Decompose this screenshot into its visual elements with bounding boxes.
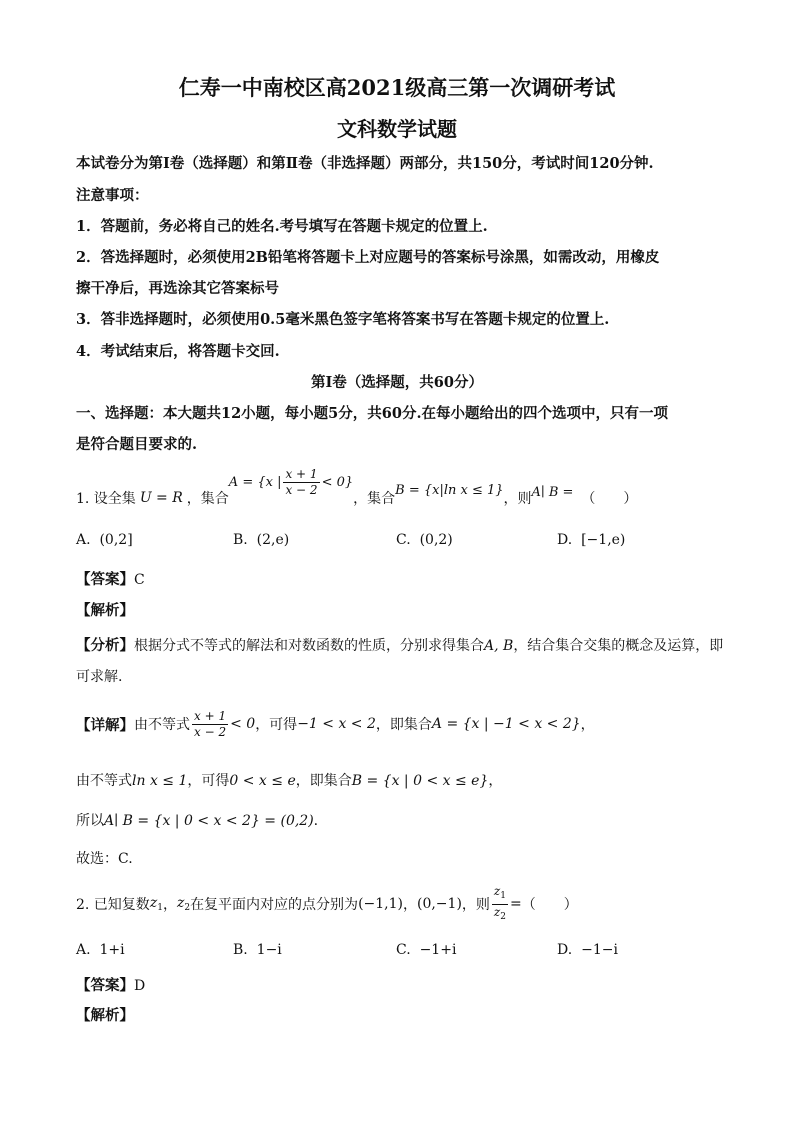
option-label: D.: [557, 942, 573, 958]
note-3: 3．答非选择题时，必须使用0.5毫米黑色签字笔将答案书写在答题卡规定的位置上.: [76, 311, 610, 328]
detail-math: −1 < x < 2: [297, 716, 376, 732]
question-2: [76, 884, 578, 924]
detail-fraction-den: x − 2: [194, 724, 227, 739]
q2-fraction: [492, 884, 508, 925]
question-1: [76, 468, 637, 528]
note-2: 2．答选择题时，必须使用2B铅笔将答题卡上对应题号的答案标号涂黑，如需改动，用橡皮: [76, 249, 660, 266]
q2-eq: =: [509, 896, 522, 912]
q1-conclusion: 故选：C.: [76, 851, 133, 867]
detail-text: 由不等式: [134, 717, 190, 733]
exam-subtitle: 文科数学试题: [337, 117, 457, 141]
q2-z2-var: z: [176, 895, 185, 911]
part-1-line-1: 一、选择题：本大题共12小题，每小题5分，共60分.在每小题给出的四个选项中，只有一项: [76, 405, 668, 422]
option-label: B.: [233, 942, 248, 958]
detail-math: A∣ B = {x | 0 < x < 2} = (0,2): [104, 813, 314, 829]
detail-math: < 0: [230, 716, 256, 732]
option-value: (0,2]: [99, 532, 133, 548]
q2-analysis-tag: 【解析】: [76, 1007, 134, 1024]
detail-math: A = {x | −1 < x < 2}: [431, 716, 581, 732]
q1-set-a-den: x − 2: [285, 482, 318, 497]
q1-set-a-post: < 0}: [321, 474, 354, 490]
q2-option-c: [396, 942, 456, 958]
q2-den-sub: 2: [500, 911, 506, 922]
q1-universe: U = R: [139, 490, 183, 506]
detail-text: 由不等式: [76, 773, 132, 789]
q1-mid1: ，集合: [186, 491, 229, 507]
q2-z1-var: z: [149, 895, 158, 911]
option-label: A.: [76, 532, 91, 548]
q1-set-a-pre: A = {x |: [228, 474, 282, 490]
q1-set-a: [229, 467, 353, 498]
q1-mid3: ，则: [503, 491, 532, 507]
q1-detail-line-2: [76, 770, 502, 790]
q2-paren: （ ）: [521, 897, 578, 913]
q2-option-b: [233, 942, 282, 958]
q1-paren: （ ）: [581, 491, 638, 507]
q2-answer: [76, 974, 145, 995]
q1-set-a-fraction: [283, 467, 319, 498]
detail-text: 所以: [76, 813, 104, 829]
detail-text: ，即集合: [295, 773, 352, 789]
q2-option-a: [76, 942, 125, 958]
option-label: A.: [76, 942, 91, 958]
option-value: 1+i: [99, 942, 125, 958]
q1-answer: [76, 568, 145, 589]
q1-ask: A∣ B =: [531, 484, 574, 500]
detail-text: ，可得: [255, 717, 298, 733]
q1-analysis-tag: 【解析】: [76, 602, 134, 619]
answer-value: C: [134, 572, 145, 588]
option-label: C.: [396, 942, 411, 958]
detail-fraction: [192, 709, 228, 740]
q2-sep: ，: [162, 897, 177, 913]
fenxi-text-b: ，结合集合交集的概念及运算，即: [513, 638, 724, 654]
detail-text: .: [313, 813, 319, 829]
option-value: (0,2): [419, 532, 453, 548]
option-value: [−1,e): [581, 532, 626, 548]
section-1-title: 第Ⅰ卷（选择题，共60分）: [311, 374, 483, 391]
q1-option-d: [557, 532, 625, 548]
note-4: 4．考试结束后，将答题卡交回.: [76, 343, 280, 360]
detail-text: ，即集合: [375, 717, 432, 733]
detail-fraction-num: x + 1: [194, 708, 227, 723]
q2-mid: 在复平面内对应的点分别为: [190, 897, 359, 913]
detail-math: 0 < x ≤ e: [229, 773, 296, 789]
option-value: 1−i: [256, 942, 282, 958]
detail-math: ln x ≤ 1: [132, 773, 188, 789]
option-value: −1−i: [581, 942, 618, 958]
q1-set-a-num: x + 1: [285, 466, 318, 481]
option-label: B.: [233, 532, 248, 548]
detail-math: B = {x | 0 < x ≤ e}: [351, 773, 489, 789]
answer-tag: 【答案】: [76, 977, 134, 994]
detail-text: ，: [488, 773, 503, 789]
q1-detail-line-3: [76, 810, 318, 830]
option-label: D.: [557, 532, 573, 548]
option-label: C.: [396, 532, 411, 548]
detail-text: ，可得: [187, 773, 230, 789]
q2-den-var: z: [493, 904, 501, 919]
q2-num-sub: 1: [500, 890, 506, 901]
q1-set-b: B = {x|ln x ≤ 1}: [395, 482, 504, 498]
q2-option-d: [557, 942, 618, 958]
q1-mid2: ，集合: [353, 491, 396, 507]
q1-fenxi-line-2: 可求解.: [76, 669, 123, 685]
q2-mid2: ，则: [461, 897, 490, 913]
fenxi-text: 根据分式不等式的解法和对数函数的性质，分别求得集合: [134, 638, 484, 654]
q2-fraction-num: [492, 884, 508, 905]
notes-title: 注意事项：: [76, 187, 149, 204]
exam-title: 仁寿一中南校区高2021级高三第一次调研考试: [178, 75, 616, 100]
fenxi-tag: 【分析】: [76, 637, 134, 654]
answer-value: D: [134, 978, 146, 994]
note-1: 1．答题前，务必将自己的姓名.考号填写在答题卡规定的位置上.: [76, 218, 488, 235]
option-value: −1+i: [419, 942, 457, 958]
q2-fraction-den: [492, 905, 508, 925]
detail-tag: 【详解】: [76, 716, 134, 734]
part-1-line-2: 是符合题目要求的.: [76, 436, 198, 453]
option-value: (2,e): [256, 532, 290, 548]
q2-point-2: (0,−1): [416, 896, 462, 912]
detail-text: ，: [580, 717, 595, 733]
q2-z1-sub: 1: [157, 903, 163, 913]
fenxi-sets: A, B: [484, 638, 514, 654]
q2-num-var: z: [493, 883, 501, 898]
q2-sep-2: ，: [402, 897, 417, 913]
note-2-cont: 擦干净后，再选涂其它答案标号: [76, 280, 279, 297]
q1-option-c: [396, 532, 453, 548]
q1-option-b: [233, 532, 289, 548]
q2-z2: [177, 895, 190, 913]
q2-z2-sub: 2: [184, 903, 191, 913]
answer-tag: 【答案】: [76, 571, 134, 588]
intro-text: 本试卷分为第Ⅰ卷（选择题）和第Ⅱ卷（非选择题）两部分，共150分，考试时间120分钟.: [76, 155, 654, 172]
q2-z1: [150, 895, 163, 913]
q2-point-1: (−1,1): [358, 896, 403, 912]
q1-detail-line-1: [76, 702, 595, 746]
q1-option-a: [76, 532, 133, 548]
q1-fenxi-line-1: [76, 634, 723, 655]
q1-lead: 1. 设全集: [76, 491, 136, 507]
q2-lead: 2. 已知复数: [76, 897, 150, 913]
